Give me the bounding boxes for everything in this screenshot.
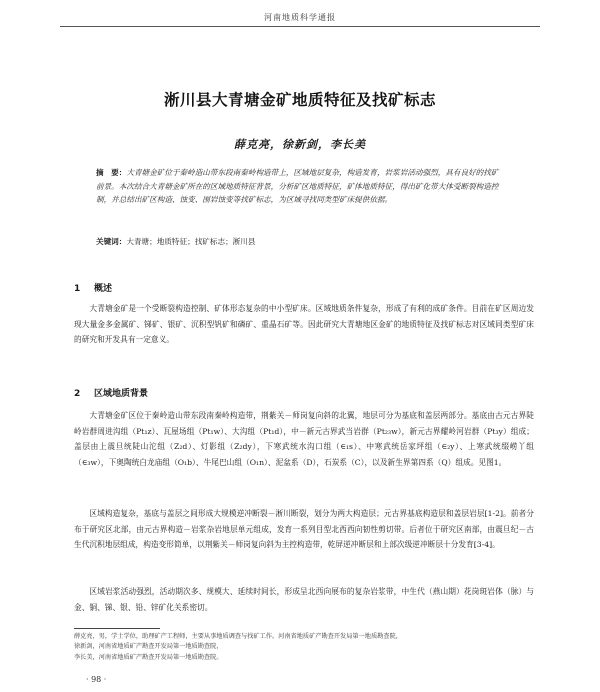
abstract xyxy=(96,166,504,207)
paragraph: 区域构造复杂，基底与盖层之间形成大规模逆冲断裂－淅川断裂，划分为两大构造层；元古界基底构造层和盖层岩层[1-2]。前者分布于研究区北部，由元古界构造－岩浆杂岩地层单元组成，发育一系列目型北西西向韧性剪切带。后者位于研究区南部，由震旦纪－古生代沉积地层组成，构造变形简单，以荆紫关－师岗复向斜为主控构造带，乾屏逆冲断层和上部次级逆冲断层十分发育[3-4]。 xyxy=(74,509,534,550)
footnote: 薛克亮，男，学士学位，助理矿产工程师，主要从事地质调查与找矿工作。河南省地质矿产勘查开发局第一地质勘查院， xyxy=(74,633,402,640)
authors: 薛克亮，徐新剑，李长美 xyxy=(234,138,366,151)
paragraph: 大青塘金矿是一个受断裂构造控制、矿体形态复杂的中小型矿床。区域地质条件复杂，形成了有利的成矿条件。目前在矿区周边发现大量金多金属矿、锑矿、银矿、沉积型钒矿和磷矿、重晶石矿等。因此研究大青塘地区金矿的地质特征及找矿标志对区域同类型矿床的研究和开发具有一定意义。 xyxy=(74,304,534,345)
paragraph: 区域岩浆活动强烈，活动期次多、规模大、延续时间长，形成呈北西向展布的复杂岩浆带，中生代（燕山期）花岗斑岩体（脉）与金、铜、锑、银、铅、锌矿化关系密切。 xyxy=(74,587,534,612)
paper-title: 淅川县大青塘金矿地质特征及找矿标志 xyxy=(163,91,436,109)
footnote-rule xyxy=(74,628,160,629)
section-title: 区域地质背景 xyxy=(94,389,149,399)
section-number: 1 xyxy=(74,284,81,294)
paragraph: 大青塘金矿区位于秦岭造山带东段南秦岭构造带，荆紫关－师岗复向斜的北翼，地层可分为基底和盖层两部分。基底由古元古界陡岭岩群周进沟组（Pt₁z）、瓦屋场组（Pt₁w）、大沟组（Pt₁d），中－新元古界武当岩群（Pt₂₃w），新元古界耀岭河岩群（Pt₃y）组成；盖层由上震旦统陡山沱组（Z₂d）、灯影组（Z₂dy），下寒武统水沟口组（∈₁s）、中寒武统岳家坪组（∈₂y）、上寒武统缀崂丫组（∈₃w），下奥陶统白龙庙组（O₁b）、牛尾巴山组（O₁n）、泥盆系（D），石炭系（C），以及新生界第四系（Q）组成。见图1。 xyxy=(74,411,534,467)
keywords-label: 关键词： xyxy=(96,237,127,246)
keywords xyxy=(96,236,504,248)
abstract-label: 摘 要： xyxy=(96,168,127,177)
abstract-text: 大青塘金矿位于秦岭造山带东段南秦岭构造带上，区域地层复杂，构造发育，岩浆岩活动强烈，具有良好的找矿前景。本次结合大青塘金矿所在的区域地质特征背景，分析矿区地质特征，矿体地质特征，得出矿化带大体受断裂构造控制，并总结出矿区构造、蚀变、围岩蚀变等找矿标志，为区域寻找同类型矿床提供依据。 xyxy=(96,168,499,205)
header-rule xyxy=(60,26,540,27)
footnote: 徐新剑，河南省地质矿产勘查开发局第一地质勘查院， xyxy=(74,643,223,651)
section-heading-1 xyxy=(74,281,112,294)
footnotes xyxy=(74,632,534,663)
section-number: 2 xyxy=(74,389,81,399)
section-heading-2 xyxy=(74,386,148,399)
section-title: 概述 xyxy=(94,284,113,294)
keywords-text: 大青塘；地质特征；找矿标志；淅川县 xyxy=(126,237,256,246)
running-head: 河南地质科学通报 xyxy=(264,13,336,22)
page-number: · 98 · xyxy=(86,675,107,684)
footnote: 李长美，河南省地质矿产勘查开发局第一地质勘查院。 xyxy=(74,653,223,661)
